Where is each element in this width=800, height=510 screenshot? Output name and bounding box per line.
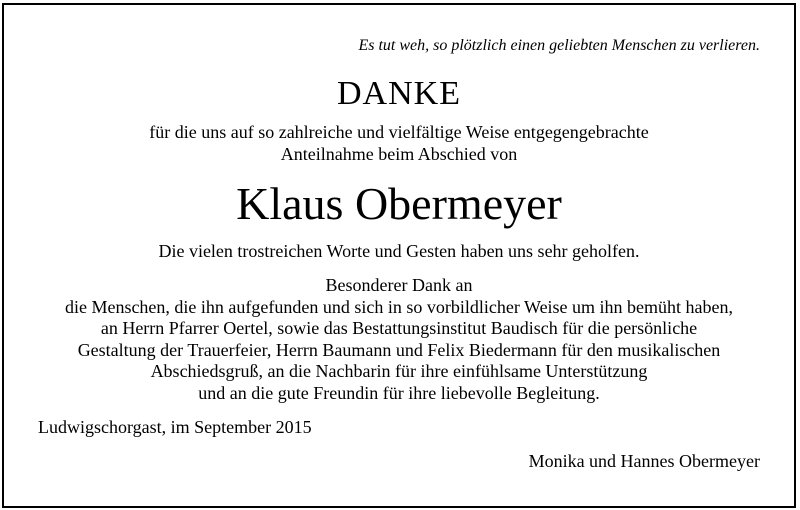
special-thanks-line: Abschiedsgruß, an die Nachbarin für ihre einfühlsame Unterstützung [150,361,648,381]
signature: Monika und Hannes Obermeyer [528,451,760,471]
motto-line: Es tut weh, so plötzlich einen geliebten Menschen zu verlieren. [358,37,760,54]
heading-danke: DANKE [337,75,461,112]
intro-text [4,121,794,165]
special-thanks-line: die Menschen, die ihn aufgefunden und sich in so vorbildlicher Weise um ihn bemüht haben, [64,296,734,317]
special-thanks-line: an Herrn Pfarrer Oertel, sowie das Bestattungsinstitut Baudisch für die persönliche [100,318,698,338]
special-thanks-line: und an die gute Freundin für ihre liebevolle Begleitung. [198,382,600,403]
deceased-name: Klaus Obermeyer [236,178,562,229]
intro-line: Anteilnahme beim Abschied von [280,144,518,164]
intro-line: für die uns auf so zahlreiche und vielfältige Weise entgegengebrachte [149,122,649,142]
special-thanks-block [4,275,794,404]
special-thanks-line: Gestaltung der Trauerfeier, Herrn Baumann und Felix Biedermann für den musikalischen [77,339,721,360]
obituary-notice [2,3,796,508]
comfort-line: Die vielen trostreichen Worte und Gesten haben uns sehr geholfen. [158,241,640,261]
special-thanks-line: Besonderer Dank an [325,275,473,295]
place-date: Ludwigschorgast, im September 2015 [38,417,312,437]
